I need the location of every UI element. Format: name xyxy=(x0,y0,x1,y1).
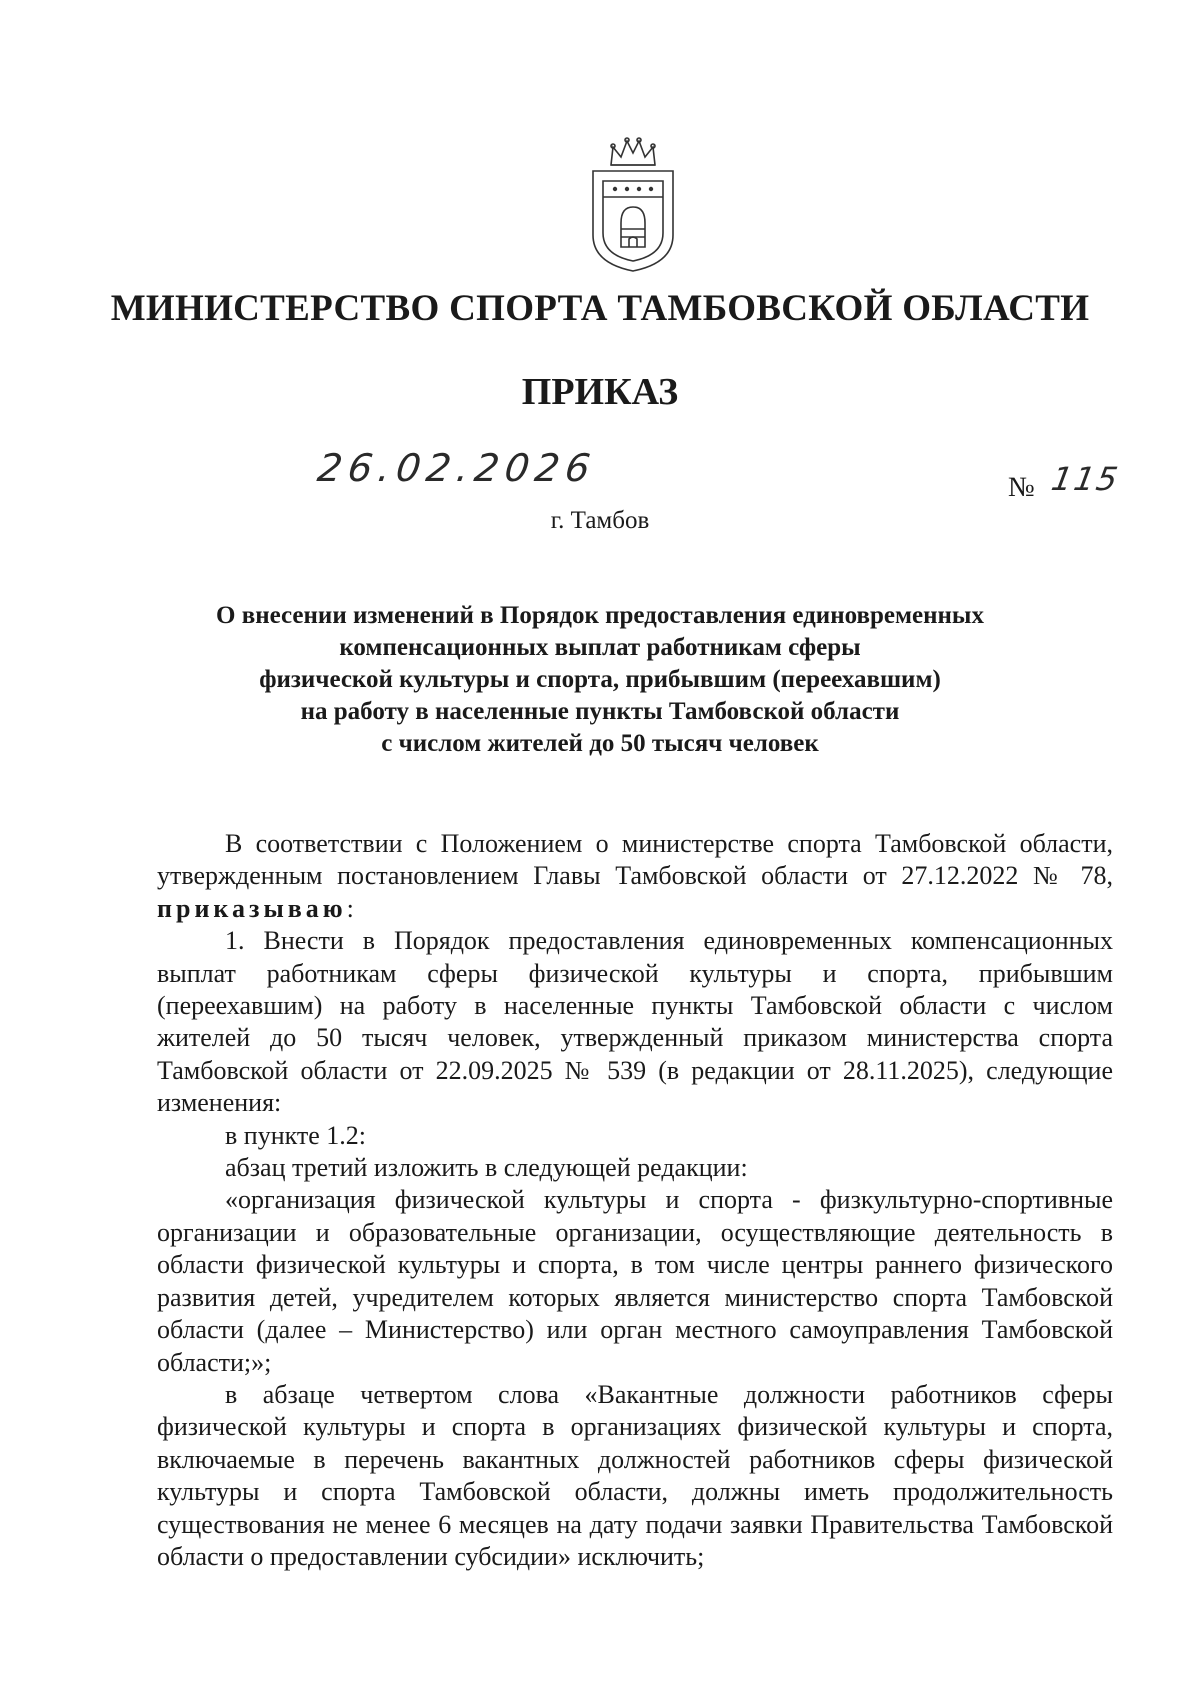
preamble-text: В соответствии с Положением о министерстве спорта Тамбовской области, утвержденным постановлением Главы Тамбовской области от 27.12.2022 № 78, xyxy=(157,829,1113,891)
title-line: физической культуры и спорта, прибывшим (переехавшим) xyxy=(259,666,941,693)
amendment-text-paragraph: «организация физической культуры и спорта - физкультурно-спортивные организации и образовательные организации, осуществляющие деятельность в области физической культуры и спорта, в том числе центры раннего физического развития детей, учредителем которых является министерство спорта Тамбовской области (далее – Министерство) или орган местного самоуправления Тамбовской области;»; xyxy=(157,1185,1113,1377)
order-title xyxy=(150,600,1050,760)
title-line: на работу в населенные пункты Тамбовской области xyxy=(300,698,900,725)
city: г. Тамбов xyxy=(550,507,650,534)
ministry-name: МИНИСТЕРСТВО СПОРТА ТАМБОВСКОЙ ОБЛАСТИ xyxy=(110,288,1090,329)
order-body xyxy=(157,828,1113,1573)
number-label: № xyxy=(1008,472,1035,503)
order-keyword: приказываю xyxy=(157,893,347,923)
title-line: О внесении изменений в Порядок предоставления единовременных xyxy=(216,602,984,629)
preamble-colon: : xyxy=(346,893,354,923)
handwritten-order-number: 115 xyxy=(1048,460,1123,498)
clause-1-paragraph: 1. Внести в Порядок предоставления единовременных компенсационных выплат работникам сферы физической культуры и спорта, прибывшим (переехавшим) на работу в населенные пункты Тамбовской области с числом жителей до 50 тысяч человек, утвержденный приказом министерства спорта Тамбовской области от 22.09.2025 № 539 (в редакции от 28.11.2025), следующие изменения: xyxy=(157,926,1113,1118)
document-type: ПРИКАЗ xyxy=(521,371,679,413)
subclause-paragraph: в пункте 1.2: xyxy=(225,1120,367,1150)
title-line: с числом жителей до 50 тысяч человек xyxy=(381,730,819,757)
handwritten-date: 26.02.2026 xyxy=(314,446,599,490)
exclusion-paragraph: в абзаце четвертом слова «Вакантные должности работников сферы физической культуры и спорта в организациях физической культуры и спорта, включаемые в перечень вакантных должностей работников сферы физической культуры и спорта Тамбовской области, должны иметь продолжительность существования не менее 6 месяцев на дату подачи заявки Правительства Тамбовской области о предоставлении субсидии» исключить; xyxy=(157,1379,1113,1571)
preamble-paragraph xyxy=(157,828,1113,925)
title-line: компенсационных выплат работникам сферы xyxy=(339,634,861,661)
coat-of-arms-icon xyxy=(583,135,683,275)
amendment-intro-paragraph: абзац третий изложить в следующей редакции: xyxy=(225,1153,748,1183)
